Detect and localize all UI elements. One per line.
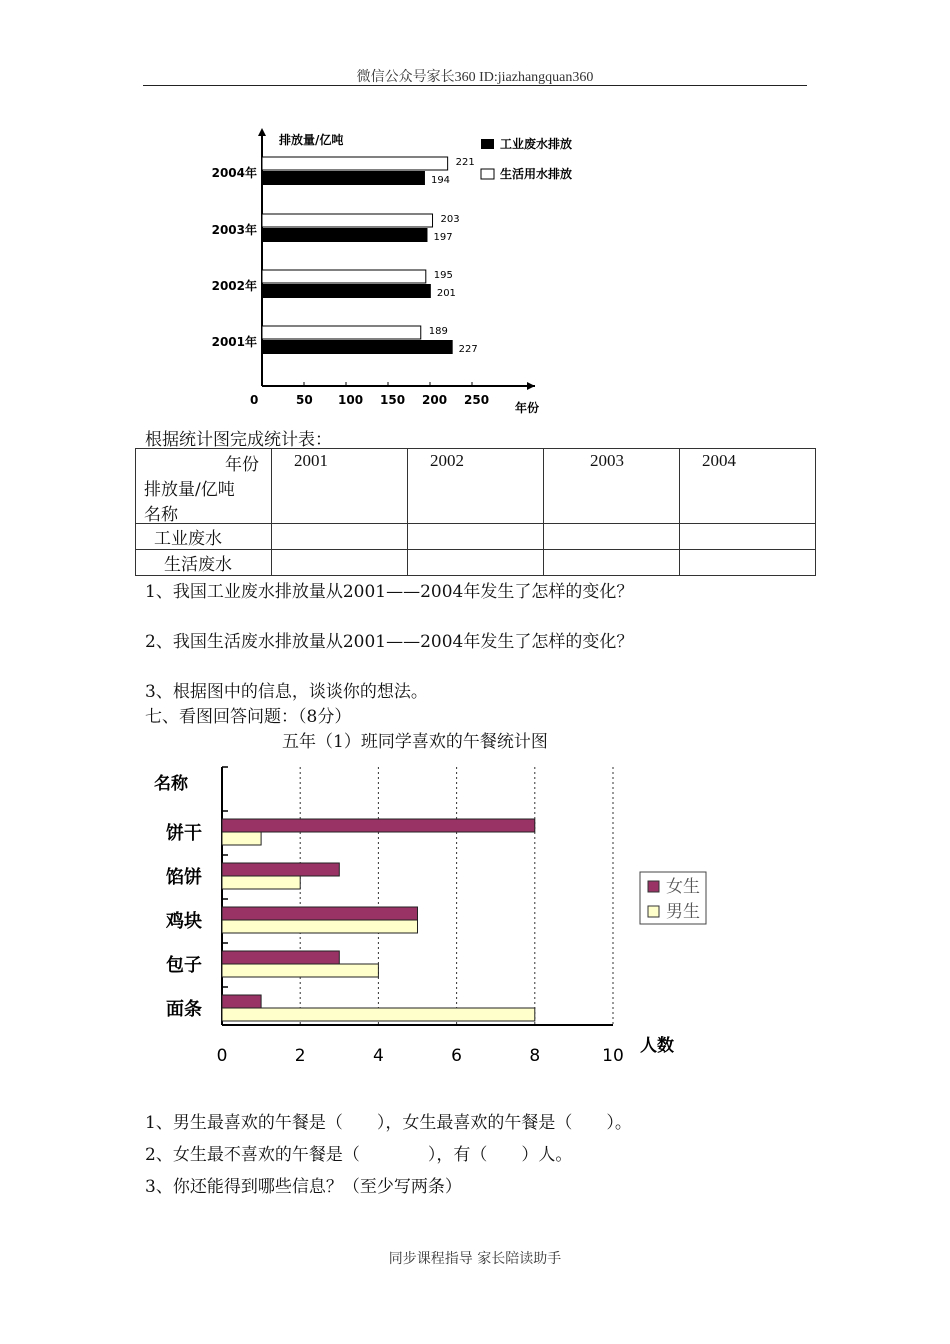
row-label-industrial: 工业废水 — [136, 524, 272, 550]
chart2-category-label: 馅饼 — [166, 867, 202, 888]
chart2-bar-female — [222, 819, 535, 832]
chart1-bar-domestic — [262, 214, 433, 227]
chart2-bar-female — [222, 951, 339, 964]
wastewater-chart — [195, 122, 605, 418]
corner-amount-label: 排放量/亿吨 — [144, 480, 235, 500]
chart1-bar-domestic — [262, 326, 421, 339]
chart1-bars — [262, 157, 453, 354]
chart1-bar-industrial — [262, 284, 431, 298]
chart2-x-axis-title: 人数 — [640, 1036, 674, 1056]
chart2-x-tick-label: 0 — [216, 1046, 228, 1066]
chart1-category-label: 2004年 — [211, 166, 257, 180]
chart2-legend-male: 男生 — [666, 902, 700, 922]
question-1-2: 2、我国生活废水排放量从2001——2004年发生了怎样的变化？ — [145, 632, 634, 652]
chart1-x-tick-label: 150 — [380, 393, 406, 407]
chart2-bar-female — [222, 863, 339, 876]
chart1-legend-domestic: 生活用水排放 — [500, 167, 573, 181]
chart1-x-tick-label: 0 — [250, 393, 259, 407]
chart2-grid — [300, 767, 613, 1025]
cell-domestic-2002[interactable] — [408, 550, 544, 576]
chart2-bar-male — [222, 1008, 535, 1021]
section-7-title: 七、看图回答问题：（8分） — [145, 707, 352, 727]
chart2-x-tick-label: 4 — [372, 1046, 384, 1066]
chart2-category-label: 饼干 — [166, 823, 202, 844]
chart2-y-axis-title: 名称 — [154, 774, 188, 794]
chart1-category-label: 2001年 — [211, 335, 257, 349]
chart1-y-axis-arrow — [258, 128, 266, 136]
page-header: 微信公众号家长360 ID:jiazhangquan360 — [356, 70, 594, 85]
cell-domestic-2004[interactable] — [680, 550, 816, 576]
cell-industrial-2001[interactable] — [272, 524, 408, 550]
chart1-bar-industrial — [262, 340, 453, 354]
chart1-value-label-industrial: 197 — [433, 232, 453, 243]
chart1-legend-industrial: 工业废水排放 — [500, 137, 573, 151]
chart1-bar-industrial — [262, 228, 427, 242]
stat-table — [135, 448, 816, 576]
chart2-bar-male — [222, 876, 300, 889]
chart1-y-axis-title: 排放量/亿吨 — [279, 133, 344, 147]
chart2-category-label: 包子 — [166, 955, 202, 976]
chart2-title: 五年（1）班同学喜欢的午餐统计图 — [282, 732, 548, 752]
cell-industrial-2004[interactable] — [680, 524, 816, 550]
chart1-category-label: 2003年 — [211, 223, 257, 237]
chart2-x-tick-label: 8 — [529, 1046, 541, 1066]
chart2-x-tick-label: 10 — [602, 1046, 624, 1066]
chart1-value-label-industrial: 194 — [430, 175, 451, 186]
chart2-bar-female — [222, 995, 261, 1008]
chart2-legend-swatch-female — [648, 881, 659, 892]
year-header-2003: 2003 — [544, 449, 680, 524]
chart1-value-label-domestic: 221 — [455, 157, 475, 168]
chart2-x-tick-label: 2 — [294, 1046, 306, 1066]
corner-year-label: 年份 — [225, 455, 259, 475]
chart1-x-tick-label: 250 — [464, 393, 490, 407]
year-header-2004: 2004 — [680, 449, 816, 524]
chart1-value-label-industrial: 227 — [458, 344, 478, 355]
chart1-bar-domestic — [262, 270, 426, 283]
chart1-value-label-domestic: 203 — [440, 214, 460, 225]
cell-domestic-2003[interactable] — [544, 550, 680, 576]
chart2-bar-male — [222, 964, 378, 977]
chart2-bar-female — [222, 907, 418, 920]
chart1-legend-swatch-domestic — [481, 169, 494, 179]
chart2-x-tick-label: 6 — [451, 1046, 463, 1066]
question-2-2: 2、女生最不喜欢的午餐是（ ），有（ ）人。 — [145, 1145, 573, 1165]
lunch-chart — [150, 755, 710, 1075]
chart1-value-label-domestic: 195 — [433, 270, 453, 281]
year-header-2001: 2001 — [272, 449, 408, 524]
chart1-x-axis-arrow — [527, 382, 535, 390]
header-divider — [143, 85, 807, 86]
chart2-bar-male — [222, 832, 261, 845]
cell-domestic-2001[interactable] — [272, 550, 408, 576]
chart1-legend-swatch-industrial — [481, 139, 494, 149]
chart2-axes — [222, 767, 613, 1025]
chart2-bar-male — [222, 920, 418, 933]
chart2-legend-swatch-male — [648, 906, 659, 917]
chart2-category-label: 面条 — [166, 999, 202, 1020]
cell-industrial-2003[interactable] — [544, 524, 680, 550]
chart2-labels — [165, 822, 624, 1066]
chart2-category-label: 鸡块 — [166, 911, 202, 932]
chart1-value-label-domestic: 189 — [428, 326, 448, 337]
chart1-x-tick-label: 200 — [422, 393, 448, 407]
chart1-x-tick-label: 100 — [338, 393, 364, 407]
row-label-domestic: 生活废水 — [136, 550, 272, 576]
corner-cell — [136, 449, 272, 524]
question-1-3: 3、根据图中的信息，谈谈你的想法。 — [145, 682, 428, 702]
year-header-2002: 2002 — [408, 449, 544, 524]
chart1-bar-industrial — [262, 171, 425, 185]
cell-industrial-2002[interactable] — [408, 524, 544, 550]
chart2-legend — [640, 872, 706, 924]
chart1-x-tick-label: 50 — [296, 393, 313, 407]
question-2-1: 1、男生最喜欢的午餐是（ ），女生最喜欢的午餐是（ ）。 — [145, 1113, 632, 1133]
chart1-bar-domestic — [262, 157, 448, 170]
question-2-3: 3、你还能得到哪些信息？（至少写两条） — [145, 1177, 462, 1197]
chart2-legend-female: 女生 — [666, 877, 700, 897]
question-1-1: 1、我国工业废水排放量从2001——2004年发生了怎样的变化？ — [145, 582, 634, 602]
page-footer: 同步课程指导 家长陪读助手 — [388, 1251, 562, 1267]
chart1-category-label: 2002年 — [211, 279, 257, 293]
table-instruction: 根据统计图完成统计表： — [145, 430, 332, 450]
chart1-value-label-industrial: 201 — [436, 288, 456, 299]
chart2-bars — [222, 819, 535, 1021]
chart1-x-axis-title: 年份 — [515, 401, 540, 415]
corner-name-label: 名称 — [144, 505, 178, 525]
